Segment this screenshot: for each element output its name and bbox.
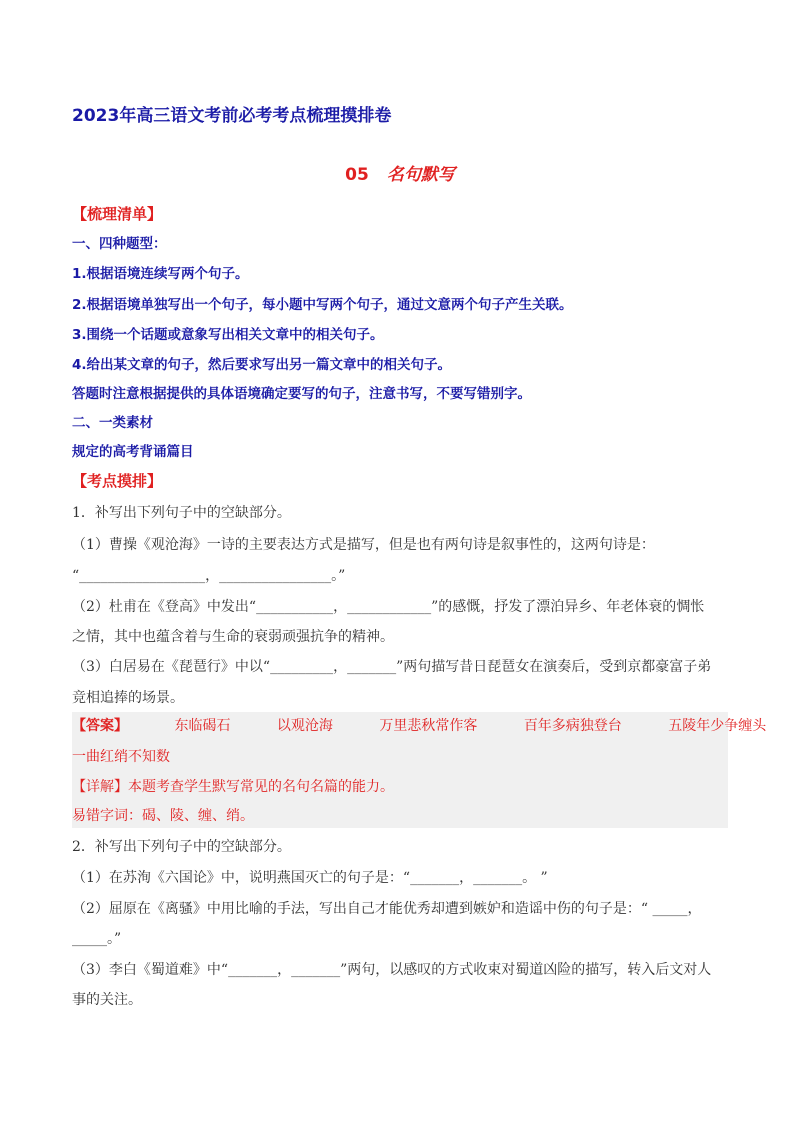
section-number: 05 (345, 165, 369, 185)
checklist-item: 4.给出某文章的句子，然后要求写出另一篇文章中的相关句子。 (72, 357, 452, 373)
question-line: （1）曹操《观沧海》一诗的主要表达方式是描写，但是也有两句诗是叙事性的，这两句诗是： (72, 537, 655, 553)
answer-item: 以观沧海 (276, 718, 333, 734)
answer-typos: 易错字词：碣、陵、缠、绡。 (72, 808, 254, 824)
question-line: “__________________，________________。” (72, 568, 346, 584)
answer-item: 五陵年少争缠头 (668, 718, 767, 734)
answer-detail: 【详解】本题考查学生默写常见的名句名篇的能力。 (72, 779, 394, 795)
section-name: 名句默写 (386, 165, 455, 185)
checklist-item: 答题时注意根据提供的具体语境确定要写的句子，注意书写，不要写错别字。 (72, 386, 531, 402)
checklist-item: 3.围绕一个话题或意象写出相关文章中的相关句子。 (72, 327, 384, 343)
question-line: _____。” (72, 931, 122, 947)
checklist-heading: 【梳理清单】 (72, 205, 163, 223)
question-line: 竞相追捧的场景。 (72, 690, 184, 706)
answer-item: 东临碣石 (174, 718, 231, 734)
question-line: （3）白居易在《琵琶行》中以“_________，_______”两句描写昔日琵琶女在演奏后，受到京都豪富子弟 (72, 659, 712, 675)
doc-title: 2023年高三语文考前必考考点梳理摸排卷 (72, 106, 392, 126)
question-line: 之情，其中也蕴含着与生命的衰弱顽强抗争的精神。 (72, 629, 394, 645)
checklist-item: 二、一类素材 (72, 415, 153, 431)
checklist-item: 规定的高考背诵篇目 (72, 444, 194, 460)
answer-item: 百年多病独登台 (523, 718, 622, 734)
question-line: （1）在苏洵《六国论》中，说明燕国灭亡的句子是：“_______，_______。 ” (72, 870, 548, 886)
question-line: 事的关注。 (72, 992, 142, 1008)
section-title (0, 160, 800, 185)
answer-item: 万里悲秋常作客 (379, 718, 478, 734)
checklist-item: 2.根据语境单独写出一个句子，每小题中写两个句子，通过文意两个句子产生关联。 (72, 297, 573, 313)
checklist-item: 一、四种题型： (72, 236, 167, 252)
answer-label: 【答案】 (72, 718, 128, 734)
exam-heading: 【考点摸排】 (72, 472, 163, 490)
answer-line (72, 716, 766, 736)
question-stem: 2．补写出下列句子中的空缺部分。 (72, 839, 291, 855)
answer-continued: 一曲红绡不知数 (72, 749, 170, 765)
question-line: （2）屈原在《离骚》中用比喻的手法，写出自己才能优秀却遭到嫉妒和造谣中伤的句子是：“ _____， (72, 901, 702, 917)
question-line: （3）李白《蜀道难》中“_______，_______”两句，以感叹的方式收束对蜀道凶险的描写，转入后文对人 (72, 962, 712, 978)
checklist-item: 1.根据语境连续写两个句子。 (72, 266, 249, 282)
question-stem: 1．补写出下列句子中的空缺部分。 (72, 505, 291, 521)
question-line: （2）杜甫在《登高》中发出“___________，____________”的感慨，抒发了漂泊异乡、年老体衰的惆怅 (72, 599, 705, 615)
